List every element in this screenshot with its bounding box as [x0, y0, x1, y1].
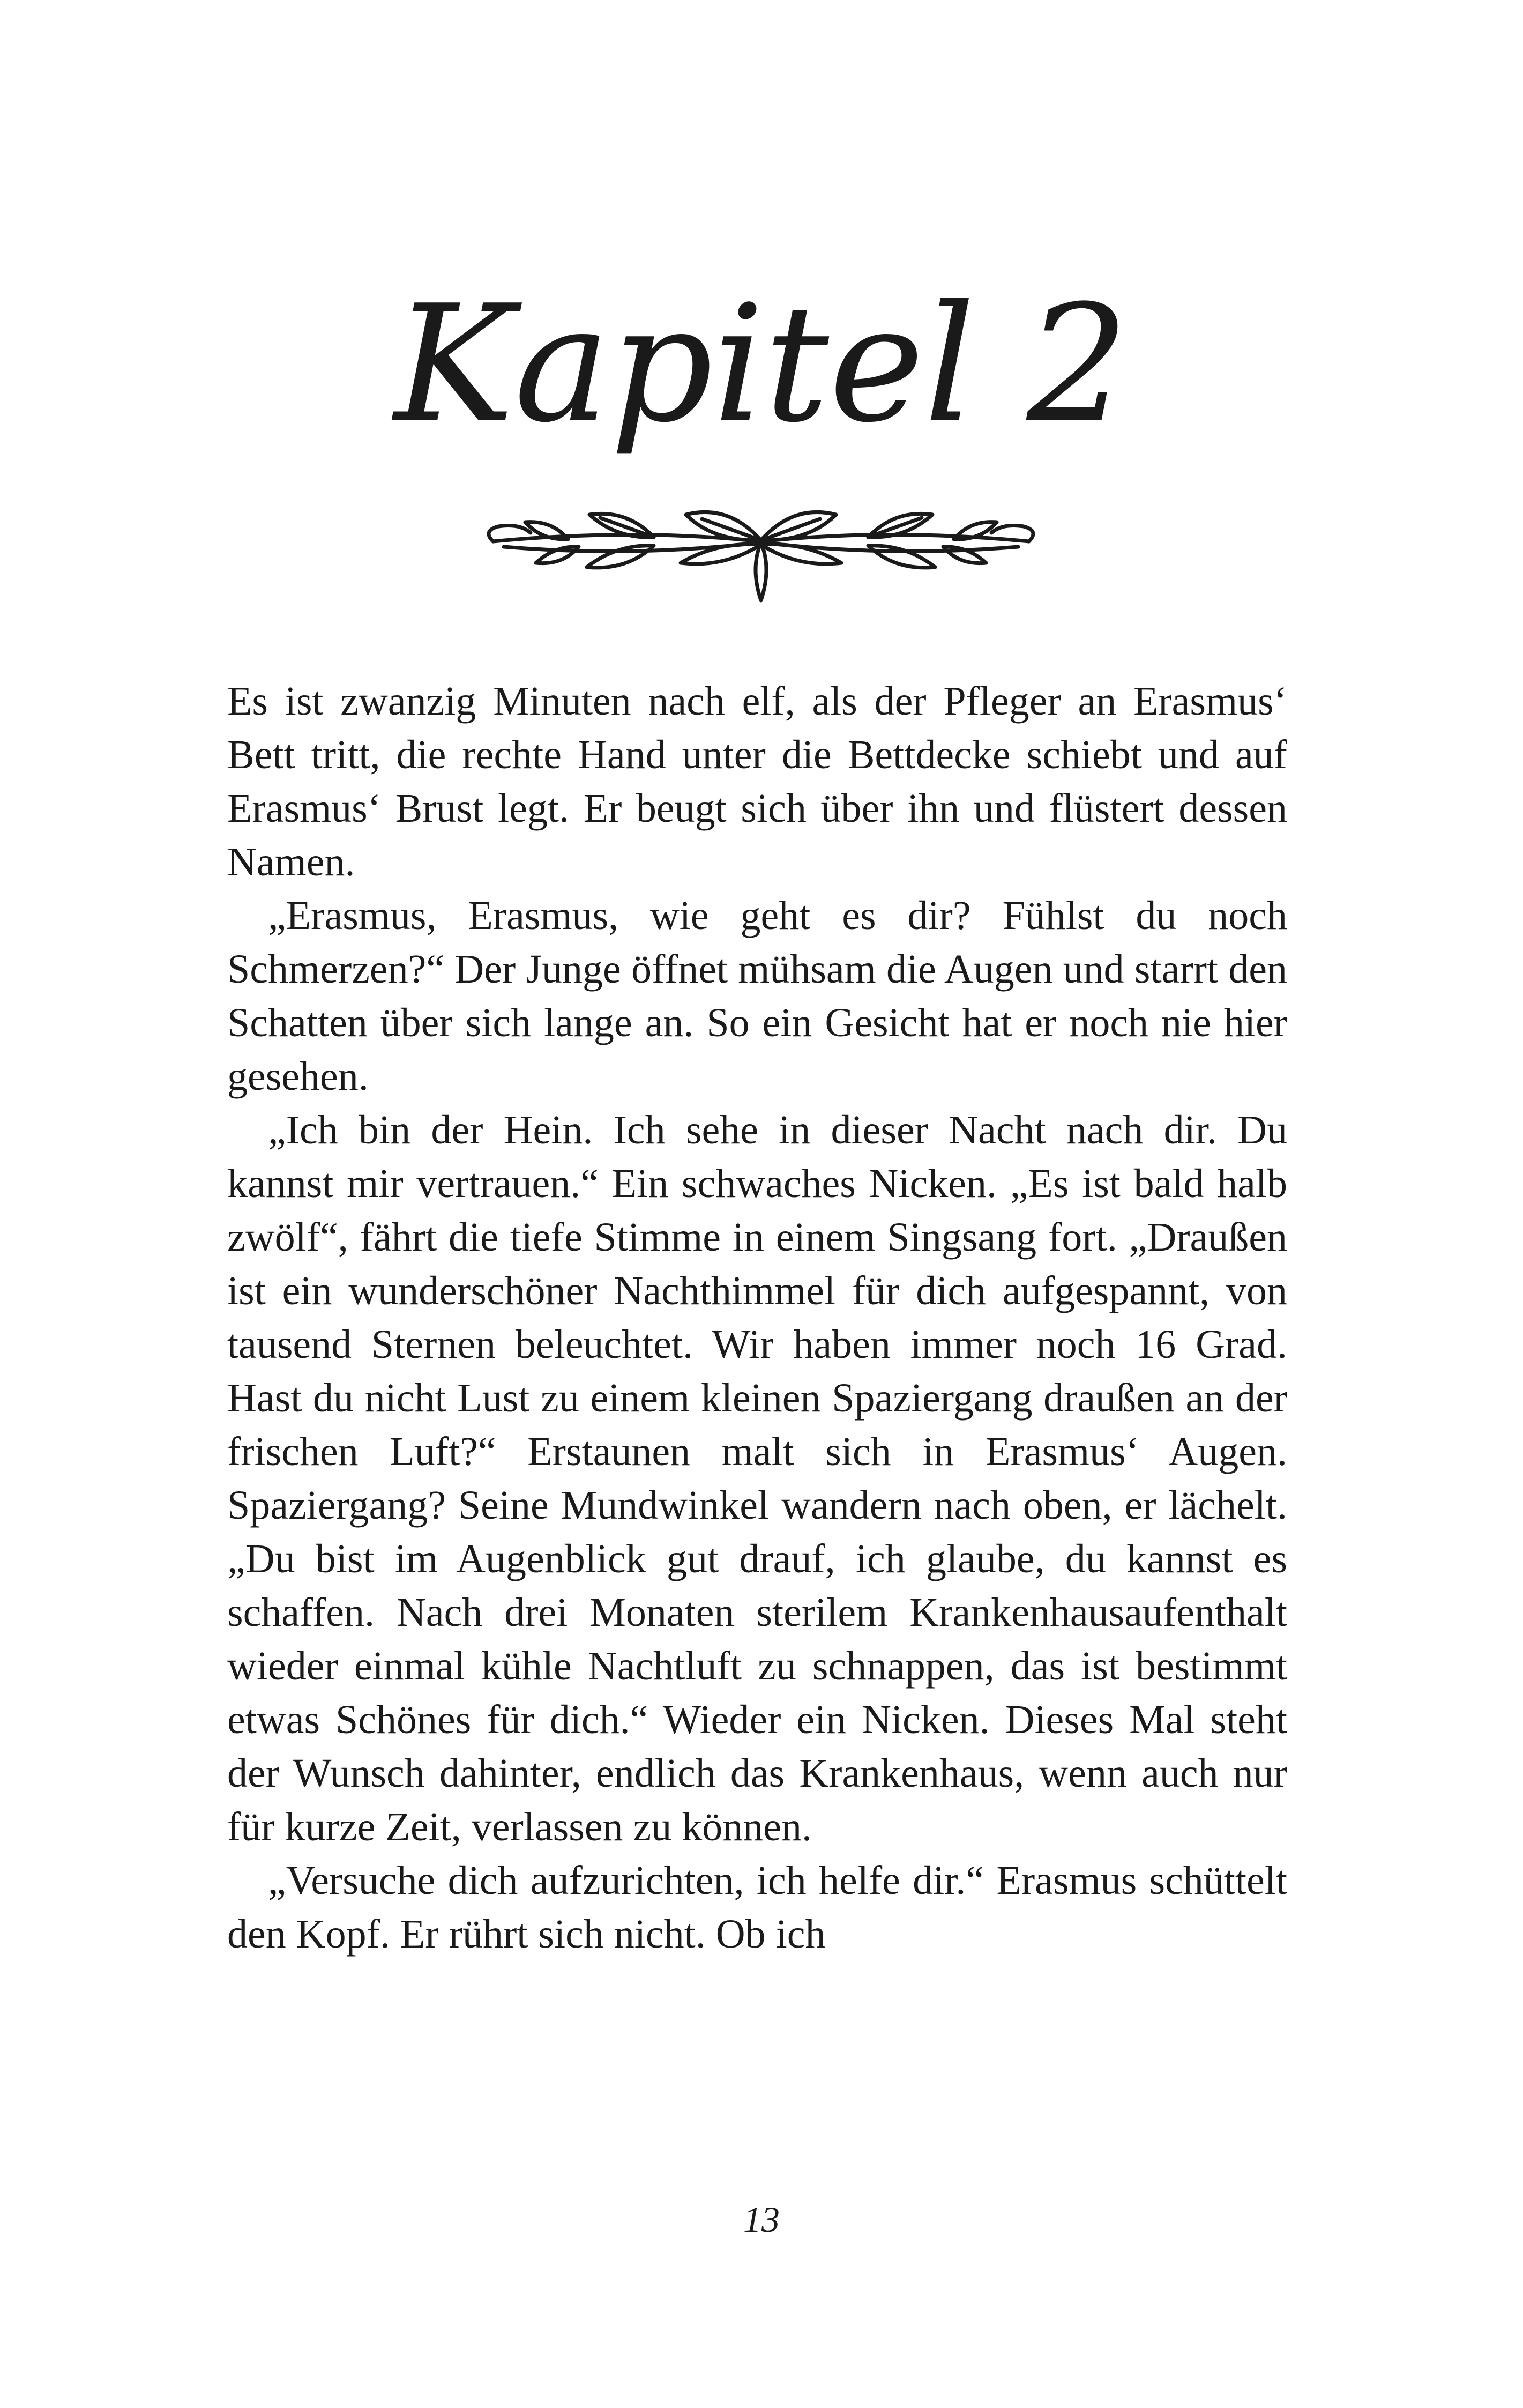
paragraph-2: „Erasmus, Erasmus, wie geht es dir? Fühlst du noch Schmerzen?“ Der Junge öffnet mühsam die Augen und starrt den Schatten über sich lange an. So ein Gesicht hat er noch nie hier gesehen.: [227, 893, 1287, 1099]
paragraph-4: „Versuche dich aufzurichten, ich helfe dir.“ Erasmus schüttelt den Kopf. Er rührt sich nicht. Ob ich: [227, 1858, 1287, 1957]
chapter-title: Kapitel 2: [394, 271, 1129, 458]
paragraph-3: „Ich bin der Hein. Ich sehe in dieser Nacht nach dir. Du kannst mir vertrauen.“ Ein schwaches Nicken. „Es ist bald halb zwölf“, fährt die tiefe Stimme in einem Singsang fort. „Draußen ist ein wunderschöner Nachthimmel für dich aufgespannt, von tausend Sternen beleuchtet. Wir haben immer noch 16 Grad. Hast du nicht Lust zu einem kleinen Spaziergang draußen an der frischen Luft?“ Erstaunen malt sich in Erasmus‘ Augen. Spaziergang? Seine Mundwinkel wandern nach oben, er lächelt. „Du bist im Augenblick gut drauf, ich glaube, du kannst es schaffen. Nach drei Monaten sterilem Krankenhausaufenthalt wieder einmal kühle Nachtluft zu schnappen, das ist bestimmt etwas Schönes für dich.“ Wieder ein Nicken. Dieses Mal steht der Wunsch dahinter, endlich das Krankenhaus, wenn auch nur für kurze Zeit, verlassen zu können.: [227, 1108, 1287, 1849]
chapter-body-text: [227, 674, 1287, 1961]
paragraph-1: Es ist zwanzig Minuten nach elf, als der Pfleger an Erasmus‘ Bett tritt, die rechte Hand unter die Bettdecke schiebt und auf Erasmus‘ Brust legt. Er beugt sich über ihn und flüstert dessen Namen.: [227, 679, 1287, 885]
leaf-flourish-divider-icon: [472, 477, 1050, 606]
page-number: 13: [743, 2199, 780, 2240]
